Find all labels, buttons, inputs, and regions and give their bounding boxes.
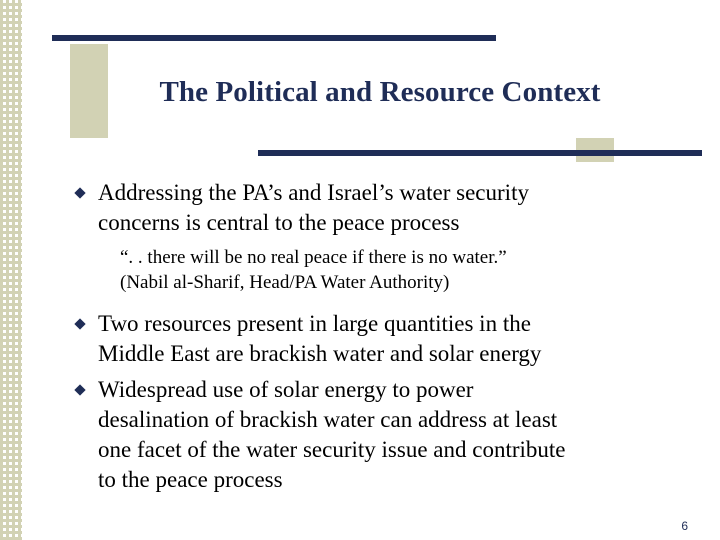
diamond-bullet-icon bbox=[74, 384, 85, 395]
bullet-line: Addressing the PA’s and Israel’s water security bbox=[98, 180, 529, 205]
bullet-line: Middle East are brackish water and solar energy bbox=[98, 341, 542, 366]
page-number: 6 bbox=[681, 519, 688, 533]
diamond-bullet-icon bbox=[74, 318, 85, 329]
bullet-line: one facet of the water security issue and contribute bbox=[98, 437, 566, 462]
bullet-line: desalination of brackish water can address at least bbox=[98, 407, 558, 432]
bullet-line: Widespread use of solar energy to power bbox=[98, 377, 474, 402]
slide-title-text: The Political and Resource Context bbox=[159, 76, 601, 108]
diamond-bullet-icon bbox=[74, 187, 85, 198]
bullet-line: Two resources present in large quantities in the bbox=[98, 311, 531, 336]
title-top-rule bbox=[52, 35, 496, 41]
quote-text: “. . there will be no real peace if there is no water.” bbox=[120, 247, 507, 268]
slide-title bbox=[0, 76, 720, 109]
bullet-line: concerns is central to the peace process bbox=[98, 210, 460, 235]
title-bottom-rule bbox=[258, 150, 702, 156]
bullet-text bbox=[98, 375, 678, 495]
quote-attribution: (Nabil al-Sharif, Head/PA Water Authority) bbox=[120, 272, 450, 293]
quote-block bbox=[120, 245, 640, 295]
bullet-text bbox=[98, 309, 678, 369]
bullet-text bbox=[98, 178, 678, 238]
bullet-line: to the peace process bbox=[98, 467, 283, 492]
